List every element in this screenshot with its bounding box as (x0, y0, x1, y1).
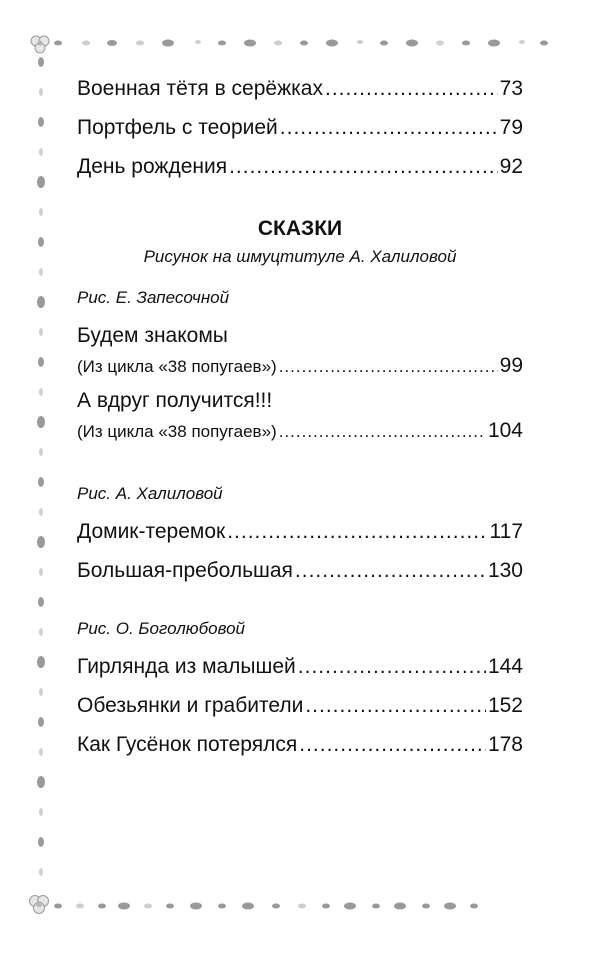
dot-leader (279, 356, 498, 378)
entry-title: Военная тётя в серёжках (77, 77, 323, 100)
toc-entry (77, 154, 523, 180)
dot-leader (227, 519, 487, 545)
page-number: 130 (487, 559, 523, 582)
toc-entry (77, 76, 523, 102)
entry-subtitle: (Из цикла «38 попугаев») (77, 422, 277, 441)
toc-entry (77, 420, 523, 443)
toc-entry (77, 693, 523, 719)
illustrator-credit: Рис. А. Халиловой (77, 484, 223, 503)
illustrator-credit: Рис. Е. Запесочной (77, 288, 230, 307)
entry-subtitle: (Из цикла «38 попугаев») (77, 357, 277, 376)
dotted-border-top (50, 38, 550, 48)
dot-leader (280, 115, 498, 141)
toc-entry (77, 519, 523, 545)
section-heading: СКАЗКИ (257, 217, 343, 240)
entry-title: Будем знакомы (77, 324, 228, 347)
entry-title: Гирлянда из малышей (77, 655, 296, 678)
page-number: 178 (487, 733, 523, 756)
dot-leader (305, 693, 486, 719)
page-number: 117 (489, 520, 523, 543)
toc-entry (77, 558, 523, 584)
entry-title: День рождения (77, 155, 228, 178)
entry-title: Портфель с теорией (77, 116, 278, 139)
entry-title: Большая-пребольшая (77, 559, 293, 582)
toc-entry (77, 115, 523, 141)
entry-title: Обезьянки и грабители (77, 694, 304, 717)
dot-leader (295, 558, 486, 584)
flower-ornament-icon (29, 34, 51, 54)
dot-leader (299, 732, 486, 758)
dotted-border-left (36, 52, 46, 897)
toc-entry (77, 355, 523, 378)
page-number: 99 (499, 354, 523, 377)
entry-title: Домик-теремок (77, 520, 226, 543)
table-of-contents (77, 70, 523, 758)
dot-leader (298, 654, 486, 680)
entry-title: Как Гусёнок потерялся (77, 733, 298, 756)
dot-leader (279, 421, 486, 443)
toc-entry (77, 654, 523, 680)
page-number: 73 (499, 77, 523, 100)
page-number: 104 (487, 419, 523, 442)
section-subtitle: Рисунок на шмуцтитуле А. Халиловой (143, 247, 457, 266)
entry-title: А вдруг получится!!! (77, 389, 273, 412)
dot-leader (229, 154, 498, 180)
page-number: 152 (487, 694, 523, 717)
page-number: 92 (499, 155, 523, 178)
page-number: 144 (487, 655, 523, 678)
dotted-border-bottom (50, 901, 480, 911)
illustrator-credit: Рис. О. Боголюбовой (77, 619, 245, 638)
page-number: 79 (499, 116, 523, 139)
dot-leader (325, 76, 498, 102)
flower-ornament-icon (28, 893, 50, 915)
toc-entry (77, 732, 523, 758)
